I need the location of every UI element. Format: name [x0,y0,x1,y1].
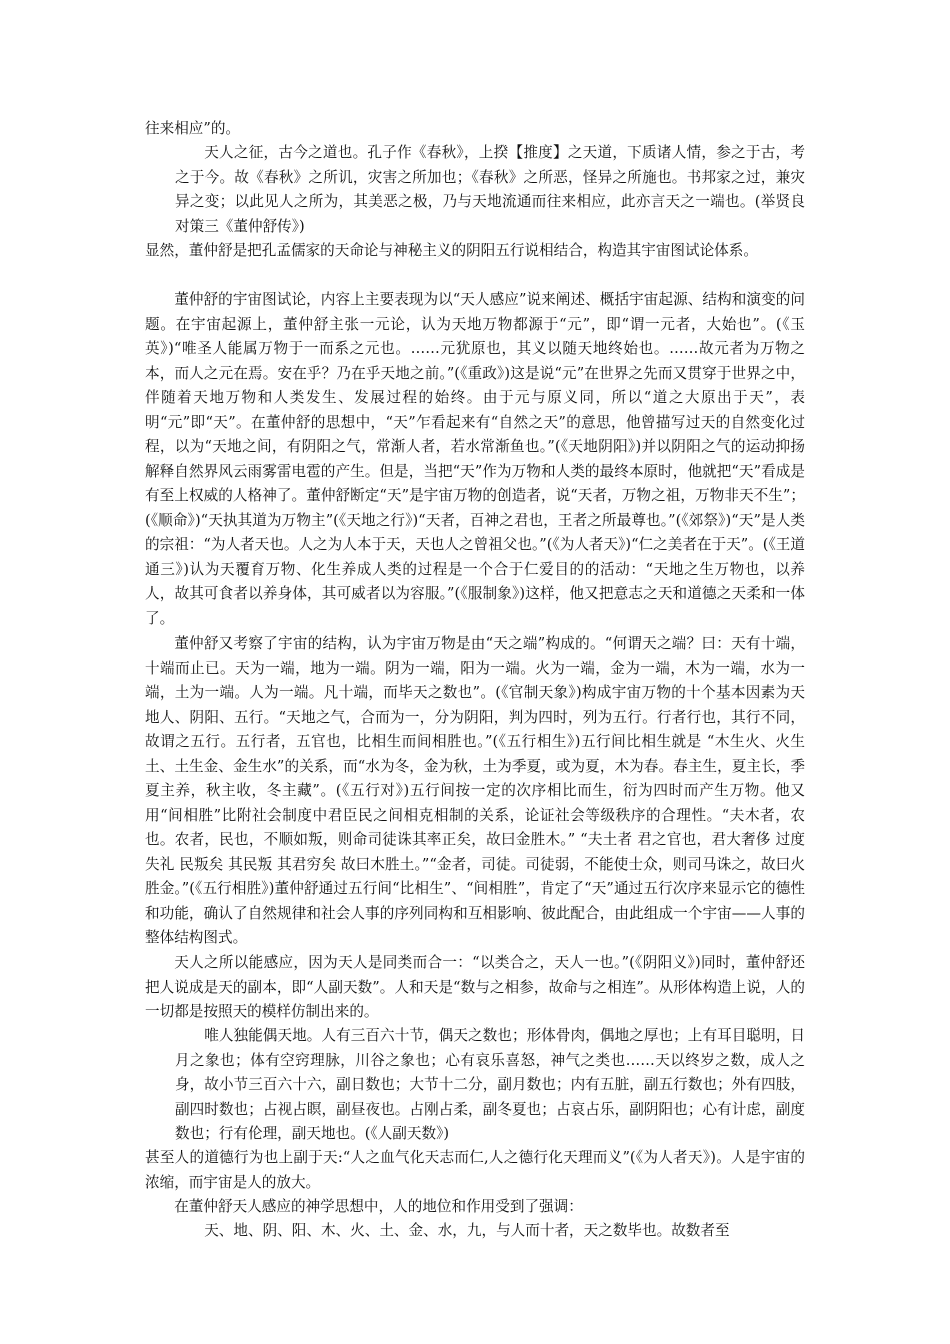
block-quote-tian-zhi-shu: 天、地、阴、阳、木、火、土、金、水，九，与人而十者，天之数毕也。故数者至 [204,1222,730,1239]
block-quote-ren-fu-tianshu: 唯人独能偶天地。人有三百六十节，偶天之数也；形体骨肉，偶地之厚也；上有耳目聪明，日月之象也；体有空窍理脉，川谷之象也；心有哀乐喜怒，神气之类也……天以终岁之数，成人之身，故小节三百六十六，副日数也；大节十二分，副月数也；内有五脏，副五行数也；外有四肢，副四时数也；占视占瞑，副昼夜也。占刚占柔，副冬夏也；占哀占乐，副阴阳也；心有计虑，副度数也；行有伦理，副天地也。(《人副天数》) [175,1027,805,1142]
paragraph-moral-conduct: 甚至人的道德行为也上副于天:“人之血气化天志而仁,人之德行化天理而义”(《为人者天》)。人是宇宙的浓缩，而宇宙是人的放大。 [145,1149,805,1191]
paragraph-human-role: 在董仲舒天人感应的神学思想中，人的地位和作用受到了强调： [174,1198,583,1215]
paragraph-obviously: 显然，董仲舒是把孔孟儒家的天命论与神秘主义的阴阳五行说相结合，构造其宇宙图试论体系。 [145,242,758,259]
block-quote-tianren-zhizheng: 天人之征，古今之道也。孔子作《春秋》，上揆【推度】之天道，下质诸人情，参之于古，考之于今。故《春秋》之所讥，灾害之所加也；《春秋》之所恶，怪异之所施也。书邦家之过，兼灾异之变；以此见人之所为，其美恶之极，乃与天地流通而往来相应，此亦言天之一端也。(举贤良对策三《董仲舒传》) [175,144,805,235]
paragraph-cosmology: 董仲舒的宇宙图试论，内容上主要表现为以“天人感应”说来阐述、概括宇宙起源、结构和演变的问题。在宇宙起源上，董仲舒主张一元论，认为天地万物都源于“元”，即“谓一元者，大始也”。(《玉英》)“唯圣人能属万物于一而系之元也。……元犹原也，其义以随天地终始也。……故元者为万物之本，而人之元在焉。安在乎？乃在乎天地之前。”(《重政》)这是说“元”在世界之先而又贯穿于世界之中，伴随着天地万物和人类发生、发展过程的始终。由于元与原义同，所以“道之大原出于天”，表明“元”即“天”。在董仲舒的思想中，“天”乍看起来有“自然之天”的意思，他曾描写过天的自然变化过程，以为“天地之间，有阴阳之气，常渐人者，若水常渐鱼也。”(《天地阴阳》)并以阴阳之气的运动抑扬解释自然界风云雨雾雷电雹的产生。但是，当把“天”作为万物和人类的最终本原时，他就把“天”看成是有至上权威的人格神了。董仲舒断定“天”是宇宙万物的创造者，说“天者，万物之祖，万物非天不生”；(《顺命》)“天执其道为万物主”(《天地之行》)“天者，百神之君也，王者之所最尊也。”(《郊祭》)“天”是人类的宗祖：“为人者天也。人之为人本于天，天也人之曾祖父也。”(《为人者天》)“仁之美者在于天”。(《王道通三》)认为天覆育万物、化生养成人类的过程是一个合于仁爱目的的活动：“天地之生万物也，以养人，故其可食者以养身体，其可威者以为容服。”(《服制象》)这样，他又把意志之天和道德之天柔和一体了。 [145,291,805,627]
paragraph-resonance: 天人之所以能感应，因为天人是同类而合一：“以类合之，天人一也。”(《阴阳义》)同时，董仲舒还把人说成是天的副本，即“人副天数”。人和天是“数与之相参，故命与之相连”。从形体构造上说，人的一切都是按照天的模样仿制出来的。 [145,954,805,1020]
paragraph-structure: 董仲舒又考察了宇宙的结构，认为宇宙万物是由“天之端”构成的。“何谓天之端？曰：天有十端，十端而止已。天为一端，地为一端。阴为一端，阳为一端。火为一端，金为一端，木为一端，水为一端，土为一端。人为一端。凡十端，而毕天之数也”。(《官制天象》)构成宇宙万物的十个基本因素为天地人、阴阳、五行。“天地之气，合而为一，分为阴阳，判为四时，列为五行。行者行也，其行不同，故谓之五行。五行者，五官也，比相生而间相胜也。”(《五行相生》)五行间比相生就是 “木生火、火生土、土生金、金生水”的关系，而“水为冬，金为秋，土为季夏，或为夏，木为春。春主生，夏主长，季夏主养，秋主收，冬主藏”。(《五行对》)五行间按一定的次序相比而生，衍为四时而产生万物。他又用“间相胜”比附社会制度中君臣民之间相克相制的关系，论证社会等级秩序的合理性。“夫木者，农也。农者，民也，不顺如叛，则命司徒诛其率正矣，故曰金胜木。” “夫土者 君之官也，君大奢侈 过度失礼 民叛矣 其民叛 其君穷矣 故曰木胜土。”“金者，司徒。司徒弱，不能使士众，则司马诛之，故曰火胜金。”(《五行相胜》)董仲舒通过五行间“比相生”、“间相胜”，肯定了“天”通过五行次序来显示它的德性和功能，确认了自然规律和社会人事的序列同构和互相影响、彼此配合，由此组成一个宇宙——人事的整体结构图式。 [145,635,805,946]
paragraph-continuation: 往来相应”的。 [145,120,241,137]
